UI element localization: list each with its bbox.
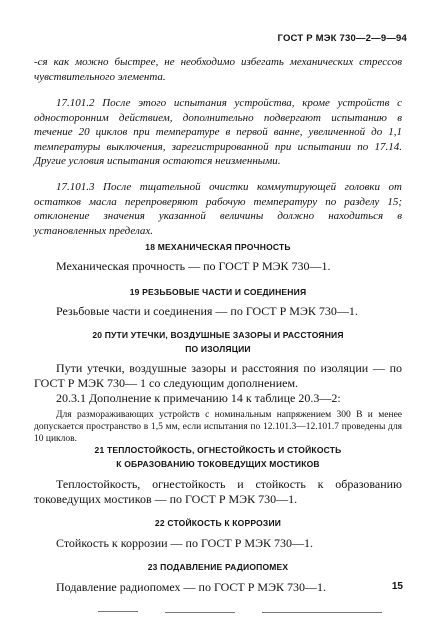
bottom-divider	[98, 611, 138, 612]
section-18-text: Механическая прочность — по ГОСТ Р МЭК 730—1.	[56, 259, 331, 273]
section-20-heading	[34, 328, 402, 356]
section-22-text: Стойкость к коррозии — по ГОСТ Р МЭК 730—1.	[56, 536, 314, 550]
section-20-note: Для размораживающих устройств с номинальным напряжением 300 В и менее допускается пространство в 1,5 мм, если испытания по 12.101.3—12.101.7 проведены для 10 циклов.	[34, 410, 402, 444]
section-18-heading: 18 МЕХАНИЧЕСКАЯ ПРОЧНОСТЬ	[145, 242, 291, 252]
paragraph-continuation: -ся как можно быстрее, не необходимо избегать механических стрессов чувствительного элемента.	[34, 56, 402, 83]
paragraph-17-101-3: 17.101.3 После тщательной очистки коммутирующей головки от остатков масла перепроверяют рабочую температуру по разделу 15; отклонение значения указанной величины должно находиться в установленных пределах.	[34, 181, 402, 237]
section-23-heading: 23 ПОДАВЛЕНИЕ РАДИОПОМЕХ	[147, 562, 289, 572]
section-20-text: Пути утечки, воздушные зазоры и расстояния по изоляции — по ГОСТ Р МЭК 730— 1 со следующим дополнением.	[34, 361, 402, 390]
section-22-heading: 22 СТОЙКОСТЬ К КОРРОЗИИ	[154, 518, 282, 528]
page-number: 15	[391, 581, 403, 592]
section-19-text: Резьбовые части и соединения — по ГОСТ Р МЭК 730—1.	[56, 304, 358, 318]
section-21-text: Теплостойкость, огнестойкость и стойкость к образованию токоведущих мостиков — по ГОСТ Р МЭК 730—1.	[34, 477, 402, 506]
section-21-heading-line1: 21 ТЕПЛОСТОЙКОСТЬ, ОГНЕСТОЙКОСТЬ И СТОЙКОСТЬ	[94, 445, 342, 455]
running-header: ГОСТ Р МЭК 730—2—9—94	[277, 33, 407, 44]
section-21-heading-line2: К ОБРАЗОВАНИЮ ТОКОВЕДУЩИХ МОСТИКОВ	[116, 459, 320, 469]
section-20-heading-line1: 20 ПУТИ УТЕЧКИ, ВОЗДУШНЫЕ ЗАЗОРЫ И РАССТОЯНИЯ	[92, 330, 344, 340]
section-21-heading	[34, 443, 402, 471]
section-20-3-1-text: 20.3.1 Дополнение к примечанию 14 к таблице 20.3—2:	[56, 391, 341, 405]
section-20-heading-line2: ПО ИЗОЛЯЦИИ	[185, 344, 251, 354]
section-19-heading: 19 РЕЗЬБОВЫЕ ЧАСТИ И СОЕДИНЕНИЯ	[129, 287, 307, 297]
bottom-divider	[262, 612, 382, 613]
bottom-divider	[165, 612, 235, 613]
paragraph-17-101-2: 17.101.2 После этого испытания устройства, кроме устройств с односторонним действием, дополнительно подвергают испытанию в течение 20 циклов при температуре в первой ванне, увеличенной до 1,1 температуры выключения, зарегистрированной при испытании по 17.14. Другие условия испытания остаются неизменными.	[34, 97, 402, 167]
section-23-text: Подавление радиопомех — по ГОСТ Р МЭК 730—1.	[56, 580, 327, 594]
